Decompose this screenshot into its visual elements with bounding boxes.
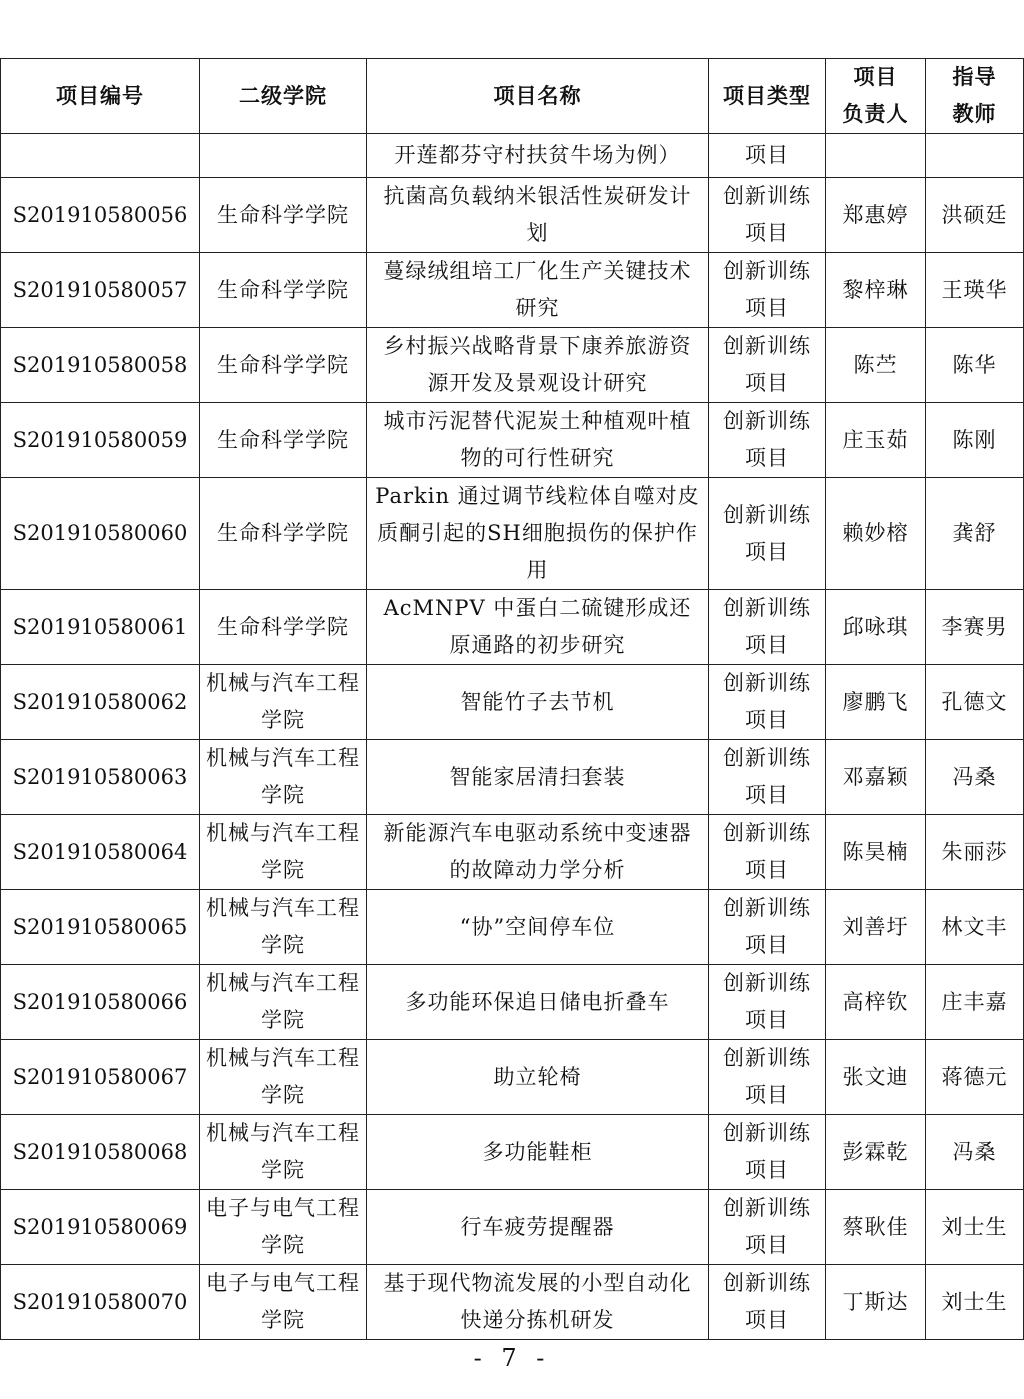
table-body xyxy=(1,134,1024,1340)
cell-project-type: 创新训练项目 xyxy=(709,403,826,478)
cell-school: 生命科学学院 xyxy=(200,590,367,665)
table-row xyxy=(1,403,1024,478)
cell-leader: 黎梓琳 xyxy=(826,253,926,328)
table-row xyxy=(1,665,1024,740)
cell-project-type: 创新训练项目 xyxy=(709,178,826,253)
page-number: - 7 - xyxy=(473,1344,551,1372)
table-row xyxy=(1,1115,1024,1190)
cell-advisor: 庄丰嘉 xyxy=(926,965,1024,1040)
table-row xyxy=(1,890,1024,965)
table-row xyxy=(1,965,1024,1040)
cell-project-id: S201910580059 xyxy=(1,403,200,478)
table-row xyxy=(1,1265,1024,1340)
cell-leader: 蔡耿佳 xyxy=(826,1190,926,1265)
cell-project-type: 创新训练项目 xyxy=(709,1190,826,1265)
cell-school: 机械与汽车工程学院 xyxy=(200,1040,367,1115)
cell-project-name: 多功能鞋柜 xyxy=(367,1115,709,1190)
cell-project-type: 创新训练项目 xyxy=(709,1115,826,1190)
cell-project-name: 城市污泥替代泥炭土种植观叶植物的可行性研究 xyxy=(367,403,709,478)
cell-leader: 赖妙榕 xyxy=(826,478,926,590)
cell-advisor: 洪硕廷 xyxy=(926,178,1024,253)
cell-school xyxy=(200,134,367,178)
cell-project-name: 智能竹子去节机 xyxy=(367,665,709,740)
cell-project-id: S201910580068 xyxy=(1,1115,200,1190)
table-row xyxy=(1,178,1024,253)
cell-school: 生命科学学院 xyxy=(200,403,367,478)
table-row xyxy=(1,590,1024,665)
cell-project-type: 创新训练项目 xyxy=(709,590,826,665)
cell-project-id: S201910580060 xyxy=(1,478,200,590)
cell-leader: 丁斯达 xyxy=(826,1265,926,1340)
cell-project-id: S201910580057 xyxy=(1,253,200,328)
cell-project-name: Parkin 通过调节线粒体自噬对皮质酮引起的SH细胞损伤的保护作用 xyxy=(367,478,709,590)
cell-project-name: 新能源汽车电驱动系统中变速器的故障动力学分析 xyxy=(367,815,709,890)
cell-project-name: 多功能环保追日储电折叠车 xyxy=(367,965,709,1040)
header-advisor-line2: 教师 xyxy=(952,102,997,126)
cell-project-type: 创新训练项目 xyxy=(709,665,826,740)
cell-project-type: 创新训练项目 xyxy=(709,1265,826,1340)
project-table xyxy=(0,58,1024,1340)
cell-project-id: S201910580058 xyxy=(1,328,200,403)
cell-project-id: S201910580061 xyxy=(1,590,200,665)
cell-advisor xyxy=(926,134,1024,178)
header-leader-line2: 负责人 xyxy=(842,102,909,126)
cell-school: 生命科学学院 xyxy=(200,178,367,253)
table-row xyxy=(1,253,1024,328)
header-advisor-line1: 指导 xyxy=(952,65,997,89)
cell-advisor: 冯桑 xyxy=(926,1115,1024,1190)
cell-project-type: 创新训练项目 xyxy=(709,328,826,403)
cell-project-type: 项目 xyxy=(709,134,826,178)
cell-school: 机械与汽车工程学院 xyxy=(200,890,367,965)
cell-school: 机械与汽车工程学院 xyxy=(200,665,367,740)
cell-project-name: AcMNPV 中蛋白二硫键形成还原通路的初步研究 xyxy=(367,590,709,665)
cell-project-id: S201910580064 xyxy=(1,815,200,890)
table-row xyxy=(1,478,1024,590)
cell-leader: 郑惠婷 xyxy=(826,178,926,253)
cell-project-id: S201910580070 xyxy=(1,1265,200,1340)
cell-project-type: 创新训练项目 xyxy=(709,740,826,815)
cell-project-id: S201910580066 xyxy=(1,965,200,1040)
cell-project-type: 创新训练项目 xyxy=(709,890,826,965)
cell-project-id: S201910580069 xyxy=(1,1190,200,1265)
cell-advisor: 王瑛华 xyxy=(926,253,1024,328)
cell-project-type: 创新训练项目 xyxy=(709,965,826,1040)
cell-advisor: 陈华 xyxy=(926,328,1024,403)
cell-project-name: “协”空间停车位 xyxy=(367,890,709,965)
cell-leader: 廖鹏飞 xyxy=(826,665,926,740)
cell-advisor: 朱丽莎 xyxy=(926,815,1024,890)
cell-project-name: 抗菌高负载纳米银活性炭研发计划 xyxy=(367,178,709,253)
cell-school: 机械与汽车工程学院 xyxy=(200,1115,367,1190)
cell-project-id xyxy=(1,134,200,178)
cell-advisor: 刘士生 xyxy=(926,1190,1024,1265)
cell-leader: 陈昊楠 xyxy=(826,815,926,890)
cell-school: 机械与汽车工程学院 xyxy=(200,815,367,890)
cell-project-name: 开莲都芬守村扶贫牛场为例） xyxy=(367,134,709,178)
cell-project-name: 蔓绿绒组培工厂化生产关键技术研究 xyxy=(367,253,709,328)
table-header-row xyxy=(1,59,1024,134)
cell-advisor: 孔德文 xyxy=(926,665,1024,740)
cell-project-type: 创新训练项目 xyxy=(709,1040,826,1115)
cell-advisor: 蒋德元 xyxy=(926,1040,1024,1115)
cell-school: 电子与电气工程学院 xyxy=(200,1190,367,1265)
cell-project-id: S201910580063 xyxy=(1,740,200,815)
table-row-continuation xyxy=(1,134,1024,178)
cell-leader: 庄玉茹 xyxy=(826,403,926,478)
cell-leader: 邓嘉颖 xyxy=(826,740,926,815)
cell-project-id: S201910580067 xyxy=(1,1040,200,1115)
cell-school: 电子与电气工程学院 xyxy=(200,1265,367,1340)
cell-project-name: 乡村振兴战略背景下康养旅游资源开发及景观设计研究 xyxy=(367,328,709,403)
table-row xyxy=(1,1040,1024,1115)
cell-advisor: 林文丰 xyxy=(926,890,1024,965)
cell-school: 生命科学学院 xyxy=(200,253,367,328)
cell-school: 生命科学学院 xyxy=(200,478,367,590)
cell-school: 生命科学学院 xyxy=(200,328,367,403)
cell-project-type: 创新训练项目 xyxy=(709,478,826,590)
cell-leader: 邱咏琪 xyxy=(826,590,926,665)
header-project-type: 项目类型 xyxy=(709,59,826,134)
cell-project-name: 基于现代物流发展的小型自动化快递分拣机研发 xyxy=(367,1265,709,1340)
cell-advisor: 冯桑 xyxy=(926,740,1024,815)
cell-leader: 张文迪 xyxy=(826,1040,926,1115)
cell-school: 机械与汽车工程学院 xyxy=(200,965,367,1040)
header-project-id: 项目编号 xyxy=(1,59,200,134)
cell-advisor: 陈刚 xyxy=(926,403,1024,478)
cell-project-id: S201910580056 xyxy=(1,178,200,253)
cell-leader xyxy=(826,134,926,178)
table-row xyxy=(1,328,1024,403)
cell-advisor: 李赛男 xyxy=(926,590,1024,665)
cell-school: 机械与汽车工程学院 xyxy=(200,740,367,815)
header-leader-line1: 项目 xyxy=(853,65,898,89)
cell-leader: 刘善圩 xyxy=(826,890,926,965)
table-row xyxy=(1,815,1024,890)
cell-project-name: 行车疲劳提醒器 xyxy=(367,1190,709,1265)
cell-project-id: S201910580065 xyxy=(1,890,200,965)
header-school: 二级学院 xyxy=(200,59,367,134)
cell-advisor: 龚舒 xyxy=(926,478,1024,590)
cell-project-type: 创新训练项目 xyxy=(709,815,826,890)
cell-leader: 彭霖乾 xyxy=(826,1115,926,1190)
table-row xyxy=(1,740,1024,815)
header-project-name: 项目名称 xyxy=(367,59,709,134)
cell-project-id: S201910580062 xyxy=(1,665,200,740)
cell-project-type: 创新训练项目 xyxy=(709,253,826,328)
table-row xyxy=(1,1190,1024,1265)
cell-project-name: 助立轮椅 xyxy=(367,1040,709,1115)
header-advisor xyxy=(926,59,1024,134)
cell-leader: 陈苎 xyxy=(826,328,926,403)
cell-leader: 高梓钦 xyxy=(826,965,926,1040)
header-leader xyxy=(826,59,926,134)
cell-advisor: 刘士生 xyxy=(926,1265,1024,1340)
cell-project-name: 智能家居清扫套装 xyxy=(367,740,709,815)
